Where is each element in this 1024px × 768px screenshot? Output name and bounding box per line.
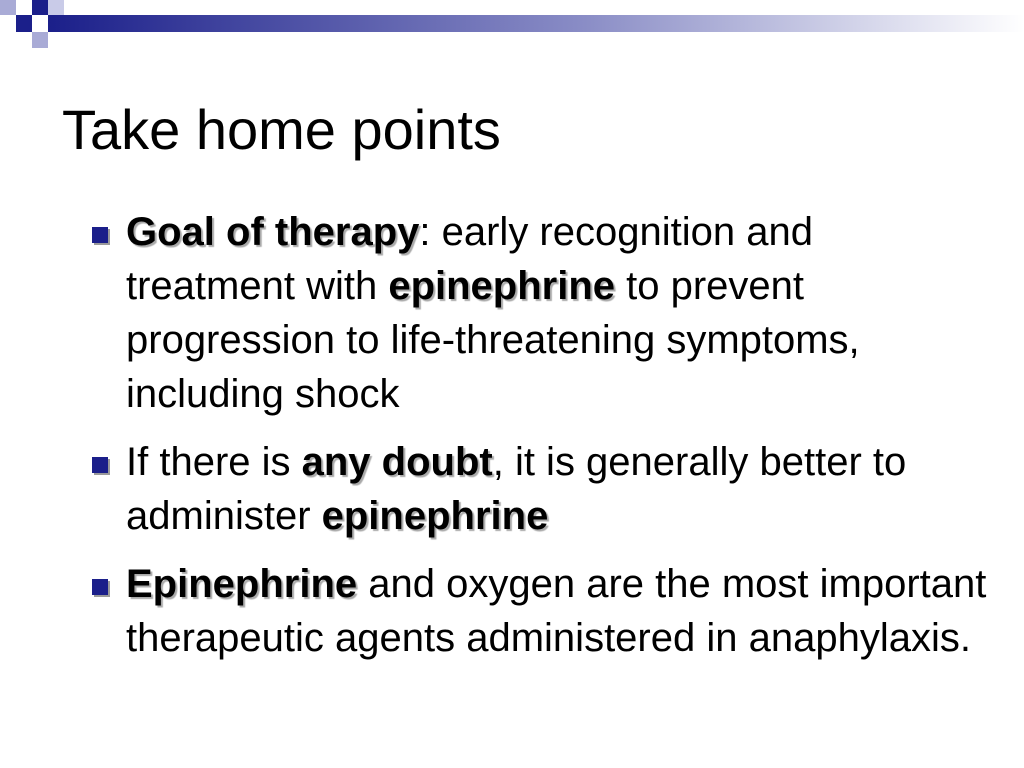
- bullet-emphasis: epinephrine: [321, 494, 549, 538]
- slide-title: Take home points: [62, 98, 501, 161]
- bullet-emphasis: any doubt: [301, 440, 493, 484]
- bullet-point: [90, 205, 990, 421]
- header-square: [32, 32, 48, 48]
- header-square: [32, 0, 48, 15]
- bullet-text: If there is: [126, 440, 302, 484]
- bullet-text: , it is generally better to administer: [126, 440, 907, 538]
- bullet-emphasis: Goal of therapy: [126, 210, 420, 254]
- header-square: [48, 0, 64, 15]
- bullet-emphasis: epinephrine: [388, 264, 616, 308]
- bullet-text: and oxygen are the most important therapeutic agents administered in anaphylaxis.: [126, 562, 987, 660]
- bullet-point: [90, 557, 990, 665]
- header-square: [16, 15, 32, 32]
- square-bullet-icon: [92, 227, 108, 243]
- header-decoration: [0, 0, 1024, 64]
- bullet-point: [90, 435, 990, 543]
- bullet-list: [90, 205, 990, 679]
- square-bullet-icon: [92, 457, 108, 473]
- header-square: [0, 0, 16, 15]
- header-gradient-bar: [48, 15, 1024, 32]
- square-bullet-icon: [92, 579, 108, 595]
- bullet-text: : early recognition and treatment with: [126, 210, 813, 308]
- bullet-text: to prevent progression to life-threatening symptoms, including shock: [126, 264, 860, 416]
- header-square: [16, 32, 32, 48]
- bullet-emphasis: Epinephrine: [126, 562, 358, 606]
